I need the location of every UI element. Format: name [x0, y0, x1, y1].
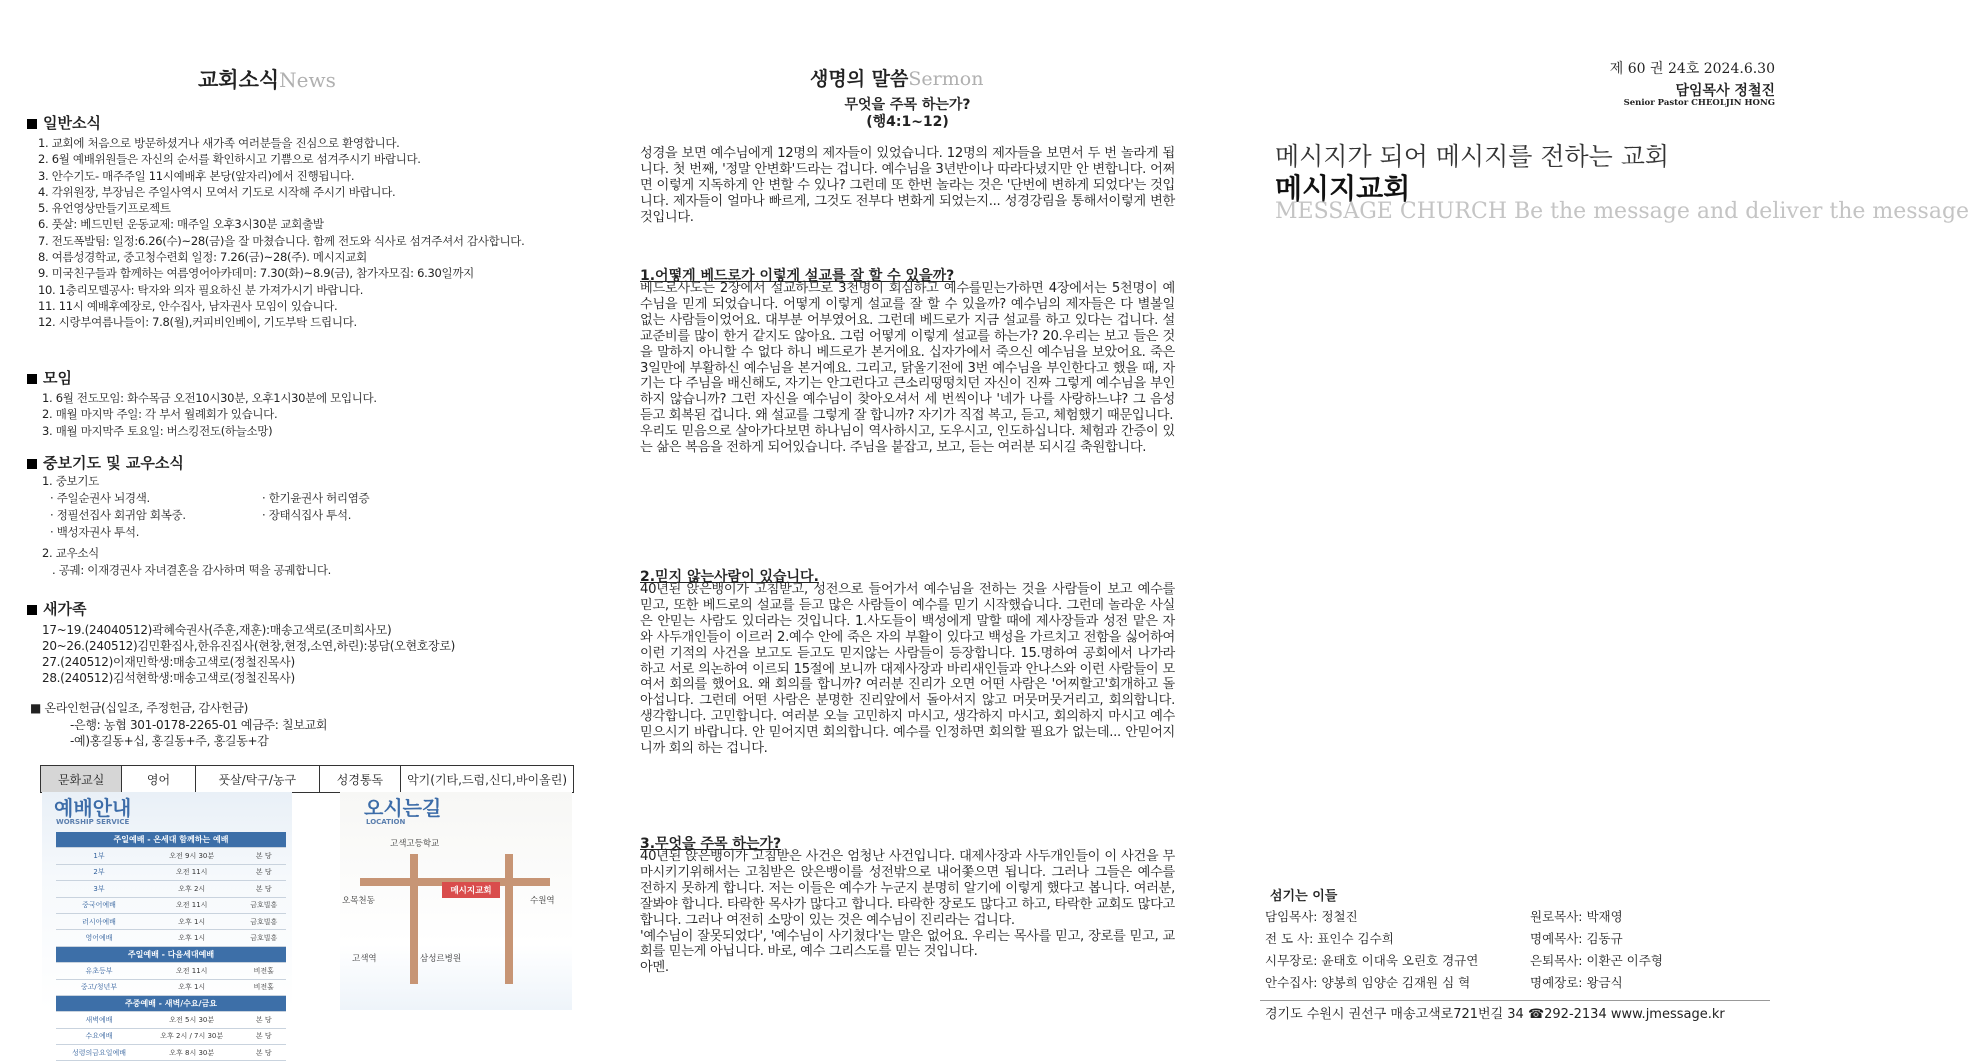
map-road — [410, 854, 418, 984]
list-item: 2. 6월 예배위원들은 자신의 순서를 확인하시고 기쁨으로 섬겨주시기 바랍니다. — [38, 152, 421, 167]
tab-sports[interactable]: 풋살/탁구/농구 — [196, 766, 320, 792]
section-prayer-heading: 중보기도 및 교우소식 — [27, 452, 184, 473]
staff-right: 원로목사: 박재영 — [1530, 909, 1623, 924]
online-offering — [30, 700, 327, 750]
senior-pastor: 담임목사 정철진 — [1675, 83, 1775, 99]
list-item: · 백성자권사 투석. — [50, 525, 140, 539]
list-item: 9. 미국친구들과 함께하는 여름영어아카데미: 7.30(화)~8.9(금), 참가자모집: 6.30일까지 — [38, 266, 474, 281]
section-newcomers-heading: 새가족 — [27, 598, 86, 619]
table-row: 주중예배 - 새벽/수요/금요 — [56, 995, 286, 1011]
general-news-list — [38, 135, 524, 331]
table-row: 영어예배 오후 1시 금호빌흥 — [56, 930, 286, 946]
sermon-title-en: Sermon — [908, 68, 984, 90]
sermon-point-1: 베드로사도는 2장에서 설교하므로 3천명이 회심하고 예수를믿는가하면 4장에서는 5천명이 예수님을 믿게 되었습니다. 어떻게 이렇게 설교를 잘 할 수 있을까? 예수님의 제자들은 다 별볼일 없는 사람들이었어요. 대부분 어부였어요. 그런데 베드로가 지금 설교를 하고 있다는 겁니다. 설교준비를 많이 한거 같지도 않아요. 그럼 어떻게 이렇게 설교를 하는가? 20.우리는 보고 들은 것을 말하지 아니할 수 없다 하니 베드로가 본거에요. 십자가에서 죽으신 예수님을 보았어요. 죽은 3일만에 부활하신 예수님을 본거예요. 그리고, 닭울기전에 3번 예수님을 부인한다고 했을 때, 자기는 다 주님을 배신해도, 자기는 안그런다고 큰소리떵떵치던 자신이 진짜 그렇게 예수님을 부인하지 않습니까? 그런 자신을 예수님이 찾아오셔서 세 번씩이나 '네가 나를 사랑하느냐? 그 음성듣고 회복된 겁니다. 왜 설교를 그렇게 잘 합니까? 자기가 직접 복고, 듣고, 체험했기 때문입니다. 우리도 믿음으로 살아가다보면 하나님이 역사하시고, 도우시고, 인도하십니다. 체험과 간증이 있는 삶은 복음을 전하게 되어있습니다. 주님을 붙잡고, 보고, 듣는 여러분 되시길 축원합니다. — [640, 281, 1175, 456]
tab-instruments[interactable]: 악기(기타,드럼,신디,바이올린) — [407, 772, 568, 787]
divider — [1260, 1000, 1770, 1001]
worship-table — [56, 832, 286, 1061]
table-row: 성령의금요일예배 오후 8시 30분 본 당 — [56, 1045, 286, 1061]
sermon-heading-2: 2.믿지 않는사람이 있습니다. — [640, 569, 819, 585]
sermon-title: 생명의 말씀Sermon — [810, 68, 984, 90]
map-label-left: 오목천동 — [342, 896, 375, 906]
sermon-intro: 성경을 보면 예수님에게 12명의 제자들이 있었습니다. 12명의 제자들을 보면서 두 번 놀라게 됩니다. 첫 번째, '정말 안변화'드라는 겁니다. 예수님을 3년반이나 따라다녔지만 안 변합니다. 어쩌면 이렇게 지독하게 안 변할 수 있나? 그런데 또 한번 놀라는 것은 '단번에 변하게 되었다'는 것입니다. 제자들이 얼마나 빠르게, 그것도 전부다 변화게 되었는지... 성경강림을 통해서이렇게 변한 것입니다. — [640, 146, 1175, 225]
list-item: 12. 시랑부여름나들이: 7.8(월),커피비인베이, 기도부탁 드립니다. — [38, 315, 357, 330]
meetings-list — [42, 390, 377, 439]
sermon-question: 무엇을 주목 하는가? — [844, 97, 971, 113]
map-road — [505, 854, 513, 984]
staff-left: 안수집사: 양봉희 임양순 김재원 심 혁 — [1265, 975, 1471, 990]
square-bullet-icon — [27, 119, 37, 129]
map-church-marker: 메시지교회 — [442, 882, 500, 898]
sermon-point-3: 40년된 앉은뱅이가 고침받은 사건은 엄청난 사건입니다. 대제사장과 사두개인들이 이 사건을 무마시키기위해서는 고침받은 앉은뱅이를 성전밖으로 내어쫓으면 됩니다. 그러나 그들은 예수를 전하지 못하게 합니다. 저는 이들은 예수가 누군지 분명히 알기에 이렇게 했다고 봅니다. 여러분, 잘봐야 합니다. 타락한 목사가 많다고 합니다. 타락한 장로도 많다고 하고, 타락한 교회도 많다고 합니다. 그러나 여전히 소망이 있는 것은 예수님이 진리라는 겁니다. '예수님이 잘못되었다', '예수님이 사기쳤다'는 말은 없어요. 우리는 목사를 믿고, 장로를 믿고, 교회를 믿는게 아닙니다. 바로, 예수 그리스도를 믿는 것입니다. 아멘. — [640, 849, 1175, 976]
culture-class-tabs — [40, 765, 574, 793]
section-general-heading: 일반소식 — [27, 112, 101, 133]
staff-left: 담임목사: 정철진 — [1265, 909, 1358, 924]
list-item: 3. 매월 마지막주 토요일: 버스킹전도(하늘소망) — [42, 423, 273, 438]
senior-pastor-en: Senior Pastor CHEOLJIN HONG — [1623, 98, 1775, 108]
worship-title: 예배안내 — [54, 796, 132, 820]
church-slogan: 메시지가 되어 메시지를 전하는 교회 — [1275, 142, 1670, 171]
list-item: · 주일순권사 뇌경색. — [50, 491, 150, 505]
list-item: 4. 각위원장, 부장님은 주일사역시 모여서 기도로 시작해 주시기 바랍니다. — [38, 184, 396, 199]
newcomers-list — [42, 622, 455, 686]
list-item: 1. 교회에 처음으로 방문하셨거나 새가족 여러분들을 진심으로 환영합니다. — [38, 136, 400, 150]
worship-guide — [42, 792, 292, 1057]
list-item: 3. 안수기도- 매주주일 11시예배후 본당(앞자리)에서 진행됩니다. — [38, 168, 355, 183]
prayer-right-list — [262, 490, 369, 524]
staff-right: 명예목사: 김동규 — [1530, 931, 1623, 946]
staff-left: 전 도 사: 표인수 김수희 — [1265, 931, 1394, 946]
section-meetings-heading: 모임 — [27, 367, 72, 388]
table-row: 1부 오전 9시 30분 본 당 — [56, 848, 286, 864]
map-subtitle: LOCATION — [366, 818, 406, 826]
worship-subtitle: WORSHIP SERVICE — [56, 818, 130, 826]
map-label-bottom-right: 삼성르병원 — [420, 954, 462, 964]
table-row: 2부 오전 11시 본 당 — [56, 864, 286, 880]
table-row: 중고/청년부 오후 1시 비전홀 — [56, 979, 286, 995]
table-row: 주일예배 - 다음세대예배 — [56, 946, 286, 962]
list-item: 2. 매월 마지막 주일: 각 부서 월례회가 있습니다. — [42, 407, 278, 422]
sermon-point-2: 40년된 앉은뱅이가 고침받고, 성전으로 들어가서 예수님을 전하는 것을 사람들이 보고 예수를 믿고, 또한 베드로의 설교를 듣고 많은 사람들이 예수를 믿기 시작했습니다. 그런데 놀라운 사실은 안믿는 사람도 있더라는 것입니다. 1.사도들이 백성에게 말할 때에 제사장들과 성전 맡은 자와 사두개인들이 이르러 2.예수 안에 죽은 자의 부활이 있다고 백성을 가르치고 전함을 싫어하여 이런 기적의 사건을 보고도 듣고도 믿지않는 사람들이 등장합니다. 15.명하여 공회에서 나가라 하고 서로 의논하여 이르되 15절에 보니까 대제사장과 바리새인들과 안나스와 이런 사람들이 모여서 회의를 했어요. 왜 회의를 합니까? 여러분 진리가 오면 어떤 사람은 '어찌할고'회개하고 돌아섭니다. 그런데 어떤 사람은 분명한 진리앞에서 돌아서지 않고 머뭇머뭇거리고, 회의합니다. 생각합니다. 고민합니다. 여러분 오늘 고민하지 마시고, 생각하지 마시고, 회의하지 마시고 예수 믿으시기 바랍니다. 안 믿어지면 회의합니다. 예수를 인정하면 회의할 필요가 없는데... 안믿어지니까 회의 하는 겁니다. — [640, 582, 1175, 757]
online-offering-example: -예)홍길동+십, 홍길동+주, 홍길동+감 — [70, 734, 269, 748]
online-offering-bank: -은행: 농협 301-0178-2265-01 예금주: 칠보교회 — [70, 717, 328, 732]
prayer-sub2-item: . 공궤: 이재경권사 자녀결혼을 감사하며 떡을 공궤합니다. — [52, 563, 332, 577]
list-item: · 한기윤권사 허리염증 — [262, 491, 370, 505]
list-item: 7. 전도폭발팀: 일정:6.26(수)~28(금)을 잘 마쳤습니다. 함께 전도와 식사로 섬겨주셔서 감사합니다. — [38, 233, 525, 248]
square-bullet-icon — [27, 605, 37, 615]
tab-bible-reading[interactable]: 성경통독 — [320, 766, 401, 792]
issue-number-date: 제 60 권 24호 2024.6.30 — [1609, 61, 1775, 77]
table-row: 러시아예배 오후 1시 금호빌흥 — [56, 913, 286, 929]
list-item: 28.(240512)김석현학생:매송고색로(정철진목사) — [42, 671, 295, 685]
staff-right: 은퇴목사: 이환곤 이주형 — [1530, 953, 1663, 968]
sermon-verse: (행4:1~12) — [866, 114, 949, 130]
square-bullet-icon — [27, 459, 37, 469]
map-title: 오시는길 — [364, 796, 442, 820]
list-item: 5. 유언영상만들기프로젝트 — [38, 201, 171, 216]
church-name: 메시지교회 — [1275, 172, 1411, 205]
table-row: 주일예배 - 온세대 함께하는 예배 — [56, 832, 286, 848]
list-item: 10. 1층리모델공사: 탁자와 의자 필요하신 분 가져가시기 바랍니다. — [38, 282, 364, 297]
news-title-en: News — [279, 68, 336, 92]
online-offering-title: ■ 온라인헌금(십일조, 주정헌금, 감사헌금) — [30, 701, 249, 715]
staff-title: 섬기는 이들 — [1270, 889, 1338, 904]
table-row: 유초등부 오전 11시 비전홀 — [56, 963, 286, 979]
church-name-en: MESSAGE CHURCH Be the message and deliver the message — [1275, 199, 1969, 224]
tab-english[interactable]: 영어 — [122, 766, 195, 792]
list-item: 8. 여름성경학교, 중고청수련회 일정: 7.26(금)~28(주). 메시지교회 — [38, 250, 367, 265]
staff-right: 명예장로: 왕금식 — [1530, 975, 1623, 990]
list-item: · 정필선집사 회귀암 회복중. — [50, 508, 186, 522]
list-item: · 장태식집사 투석. — [262, 508, 352, 522]
location-map — [340, 792, 572, 1010]
map-label-school: 고색고등학교 — [390, 839, 440, 849]
square-bullet-icon — [27, 374, 37, 384]
map-label-bottom-left: 고색역 — [352, 954, 377, 964]
table-row: 중국어예배 오전 11시 금호빌흥 — [56, 897, 286, 913]
sermon-heading-3: 3.무엇을 주목 하는가? — [640, 836, 782, 852]
list-item: 11. 11시 예배후예장로, 안수집사, 남자권사 모임이 있습니다. — [38, 298, 338, 313]
list-item: 17~19.(24040512)곽혜숙권사(주훈,재훈):매송고색로(조미희사모) — [42, 623, 392, 637]
staff-left: 시무장로: 윤태호 이대욱 오린호 경규연 — [1265, 953, 1479, 968]
table-row: 수요예배 오후 2시 / 7시 30분 본 당 — [56, 1028, 286, 1044]
prayer-left-list — [50, 490, 186, 541]
prayer-sub2: 2. 교우소식 — [42, 546, 99, 560]
map-label-right: 수원역 — [530, 896, 555, 906]
prayer-sub1: 1. 중보기도 — [42, 474, 99, 488]
list-item: 20~26.(240512)김민환집사,한유진집사(현창,현정,소연,하린):봉담(오현호장로) — [42, 639, 456, 653]
church-address: 경기도 수원시 권선구 매송고색로721번길 34 ☎292-2134 www.jmessage.kr — [1265, 1007, 1725, 1022]
table-row: 새벽예배 오전 5시 30분 본 당 — [56, 1012, 286, 1028]
tab-culture-class[interactable]: 문화교실 — [41, 766, 122, 792]
sermon-heading-1: 1.어떻게 베드로가 이렇게 설교를 잘 할 수 있을까? — [640, 268, 955, 284]
list-item: 1. 6월 전도모임: 화수목금 오전10시30분, 오후1시30분에 모입니다. — [42, 391, 377, 405]
list-item: 27.(240512)이재민학생:매송고색로(정철진목사) — [42, 655, 295, 669]
list-item: 6. 풋살: 베드민턴 운동교제: 매주일 오후3시30분 교회출발 — [38, 217, 324, 232]
news-title: 교회소식News — [198, 68, 336, 92]
table-row: 3부 오후 2시 본 당 — [56, 881, 286, 897]
